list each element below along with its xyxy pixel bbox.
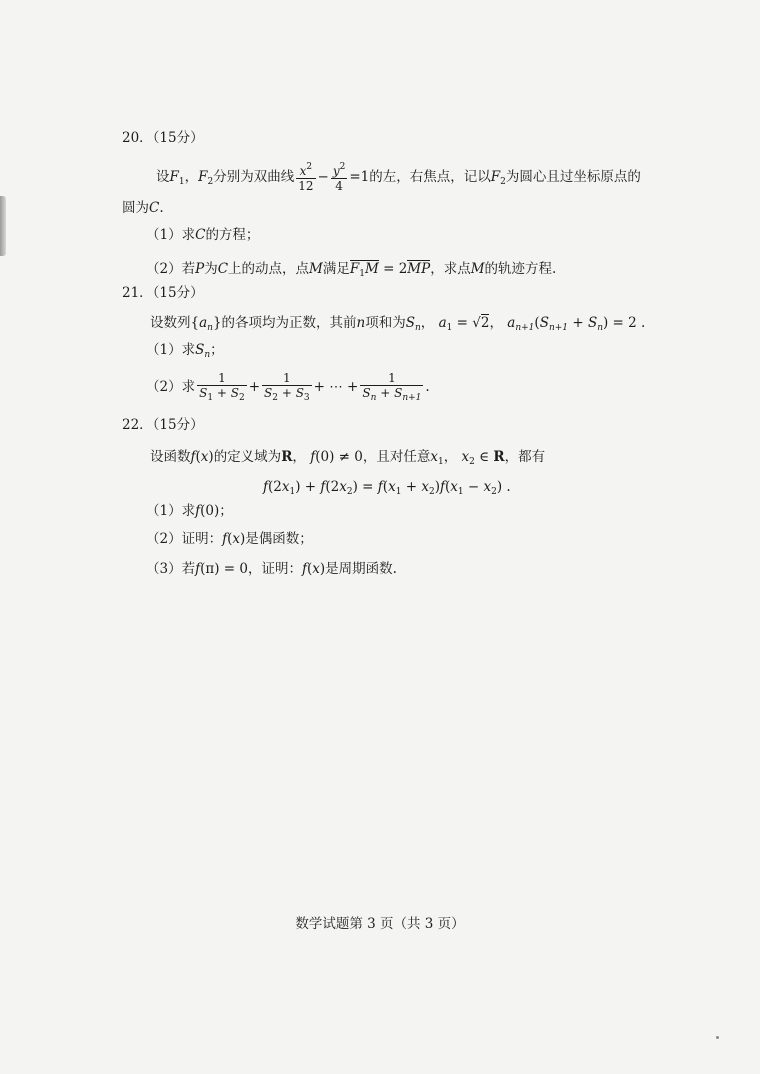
q20-stem-line1: 设$F_1$，$F_2$分别为双曲线 $\frac{x^2}{12}$ − $\frac{y^2}{4}$ =1的左，右焦点，记以$F_2$为圆心且过坐标原点的 [156,162,641,193]
q21-part1: （1）求$S_n$； [146,342,224,360]
q21-part2: （2）求 $\frac{1}{S_1 + S_2}$ + $\frac{1}{S_2 + S_3}$ + ⋯ + $\frac{1}{S_n + S_{n+1}}$ . [146,371,430,403]
q22-title: 22．（15分） [122,417,204,433]
q20-part2: （2）若P为C上的动点，点M满足$F_1M = 2MP$，求点M的轨迹方程. [146,261,557,279]
q22-stem: 设函数f(x)的定义域为R， f(0) ≠ 0，且对任意$x_1$， $x_2$ ∈ R，都有 [150,449,546,467]
page-footer: 数学试题第 3 页（共 3 页） [295,916,465,932]
q22-equation: $f(2x_1) + f(2x_2) = f(x_1 + x_2)f(x_1 - x_2)$ . [263,479,511,497]
binding-mark [0,196,6,256]
q22-part3: （3）若f(π) = 0，证明：f(x)是周期函数. [146,561,397,577]
scan-speck [716,1036,719,1039]
q20-title: 20．（15分） [122,130,204,146]
q21-stem: 设数列$\{a_n\}$的各项均为正数，其前n项和为$S_n$， $a_1 = √2$， $a_{n+1}(S_{n+1} + S_n) = 2$ . [150,315,646,333]
q21-title: 21．（15分） [122,285,204,301]
q22-part2: （2）证明：f(x)是偶函数； [146,531,313,547]
q22-part1: （1）求f(0)； [146,503,233,519]
q20-stem-line2: 圆为C. [122,200,164,216]
q20-part1: （1）求C的方程； [146,227,260,243]
